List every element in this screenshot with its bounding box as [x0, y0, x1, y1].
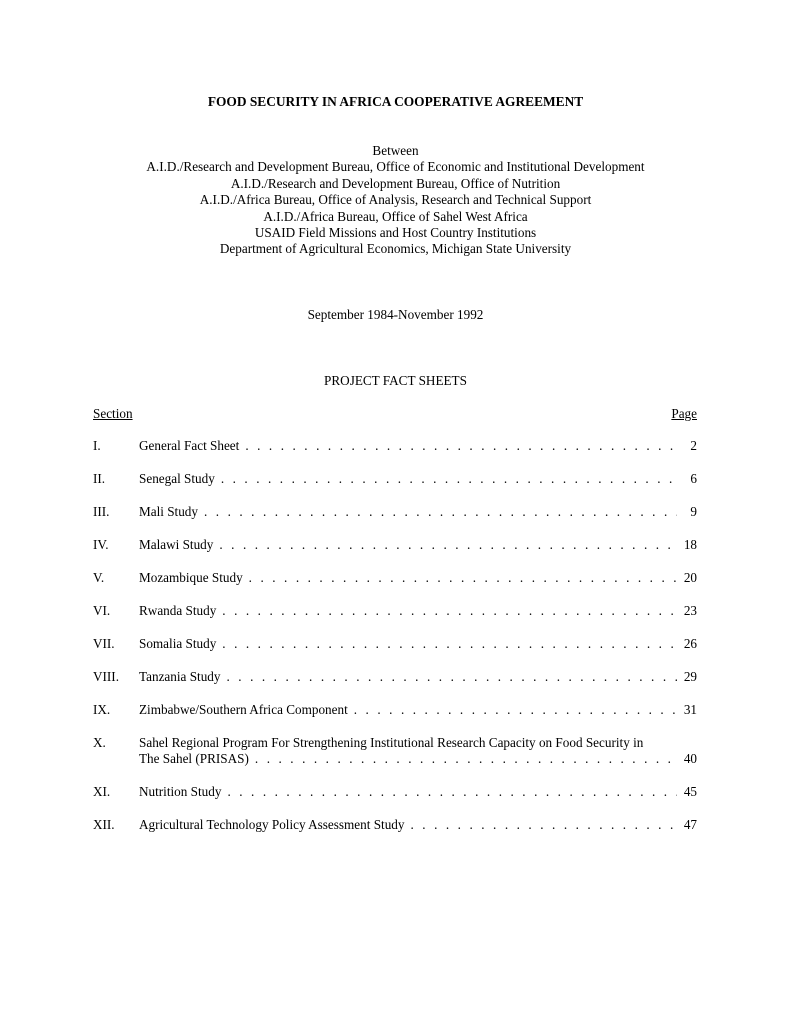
party-line: A.I.D./Research and Development Bureau, Office of Nutrition [230, 175, 561, 191]
toc-label: Agricultural Technology Policy Assessment Study [139, 817, 405, 832]
party-line: A.I.D./Africa Bureau, Office of Analysis, Research and Technical Support [199, 192, 592, 208]
toc-label: The Sahel (PRISAS) [139, 751, 249, 766]
toc-row [93, 817, 697, 850]
toc-row [93, 603, 697, 636]
toc-entry [139, 438, 697, 454]
toc-label: Malawi Study [139, 537, 214, 552]
toc-page-number: 18 [683, 537, 697, 552]
toc-page-number: 29 [683, 669, 697, 684]
dot-leader [354, 702, 677, 718]
toc-page-number: 9 [690, 504, 697, 519]
dot-leader [204, 504, 677, 520]
toc-page-number: 31 [683, 702, 697, 717]
party-line: USAID Field Missions and Host Country Institutions [254, 225, 537, 241]
toc-entry [139, 603, 697, 619]
toc-page-number: 45 [683, 784, 697, 799]
table-of-contents [93, 438, 697, 850]
dot-leader [219, 537, 677, 553]
toc-label: General Fact Sheet [139, 438, 240, 453]
party-line: Department of Agricultural Economics, Michigan State University [219, 241, 572, 257]
toc-label: Somalia Study [139, 636, 217, 651]
toc-numeral: II. [93, 471, 106, 486]
toc-row [93, 537, 697, 570]
toc-numeral: VII. [93, 636, 115, 651]
toc-numeral: IV. [93, 537, 109, 552]
dot-leader [222, 603, 677, 619]
dot-leader [249, 570, 677, 586]
toc-page-number: 40 [683, 751, 697, 766]
party-line: A.I.D./Africa Bureau, Office of Sahel West Africa [263, 208, 528, 224]
toc-entry [139, 669, 697, 685]
toc-numeral: V. [93, 570, 105, 585]
toc-row [93, 504, 697, 537]
toc-numeral: VIII. [93, 669, 119, 684]
between-label: Between [372, 143, 419, 158]
toc-numeral: I. [93, 438, 101, 453]
toc-row [93, 471, 697, 504]
toc-row [93, 702, 697, 735]
parties-block [0, 143, 791, 258]
toc-page-number: 26 [683, 636, 697, 651]
dot-leader [227, 784, 677, 800]
toc-numeral: XI. [93, 784, 111, 799]
toc-page-number: 20 [683, 570, 697, 585]
toc-label: Senegal Study [139, 471, 215, 486]
toc-label-line1: Sahel Regional Program For Strengthening Institutional Research Capacity on Food Security in [139, 735, 644, 750]
section-column-header: Section [93, 406, 133, 421]
toc-entry [139, 471, 697, 487]
party-line: A.I.D./Research and Development Bureau, Office of Economic and Institutional Development [146, 159, 645, 175]
dot-leader [226, 669, 677, 685]
toc-label: Nutrition Study [139, 784, 222, 799]
toc-page-number: 6 [690, 471, 697, 486]
toc-entry [139, 636, 697, 652]
toc-label: Zimbabwe/Southern Africa Component [139, 702, 348, 717]
page-column-header: Page [671, 406, 697, 421]
toc-row [93, 669, 697, 702]
toc-row [93, 438, 697, 471]
toc-page-number: 47 [683, 817, 697, 832]
toc-label: Mali Study [139, 504, 198, 519]
toc-numeral: IX. [93, 702, 111, 717]
date-range: September 1984-November 1992 [307, 307, 484, 322]
fact-sheets-heading: PROJECT FACT SHEETS [324, 373, 467, 388]
toc-label: Mozambique Study [139, 570, 243, 585]
toc-entry [139, 817, 697, 833]
toc-entry [139, 570, 697, 586]
toc-entry [139, 504, 697, 520]
toc-label: Tanzania Study [139, 669, 221, 684]
dot-leader [411, 817, 678, 833]
dot-leader [222, 636, 677, 652]
toc-row [93, 636, 697, 669]
toc-entry [139, 784, 697, 800]
toc-page-number: 23 [683, 603, 697, 618]
document-title: FOOD SECURITY IN AFRICA COOPERATIVE AGREEMENT [207, 94, 584, 109]
toc-entry [139, 702, 697, 718]
toc-page-number: 2 [690, 438, 697, 453]
toc-numeral: X. [93, 735, 106, 750]
toc-numeral: VI. [93, 603, 111, 618]
dot-leader [255, 751, 677, 767]
toc-entry [139, 537, 697, 553]
toc-row [93, 784, 697, 817]
dot-leader [245, 438, 677, 454]
toc-entry [139, 735, 697, 767]
toc-row [93, 570, 697, 603]
toc-numeral: III. [93, 504, 110, 519]
dot-leader [221, 471, 677, 487]
toc-label: Rwanda Study [139, 603, 217, 618]
toc-numeral: XII. [93, 817, 115, 832]
toc-row [93, 735, 697, 784]
